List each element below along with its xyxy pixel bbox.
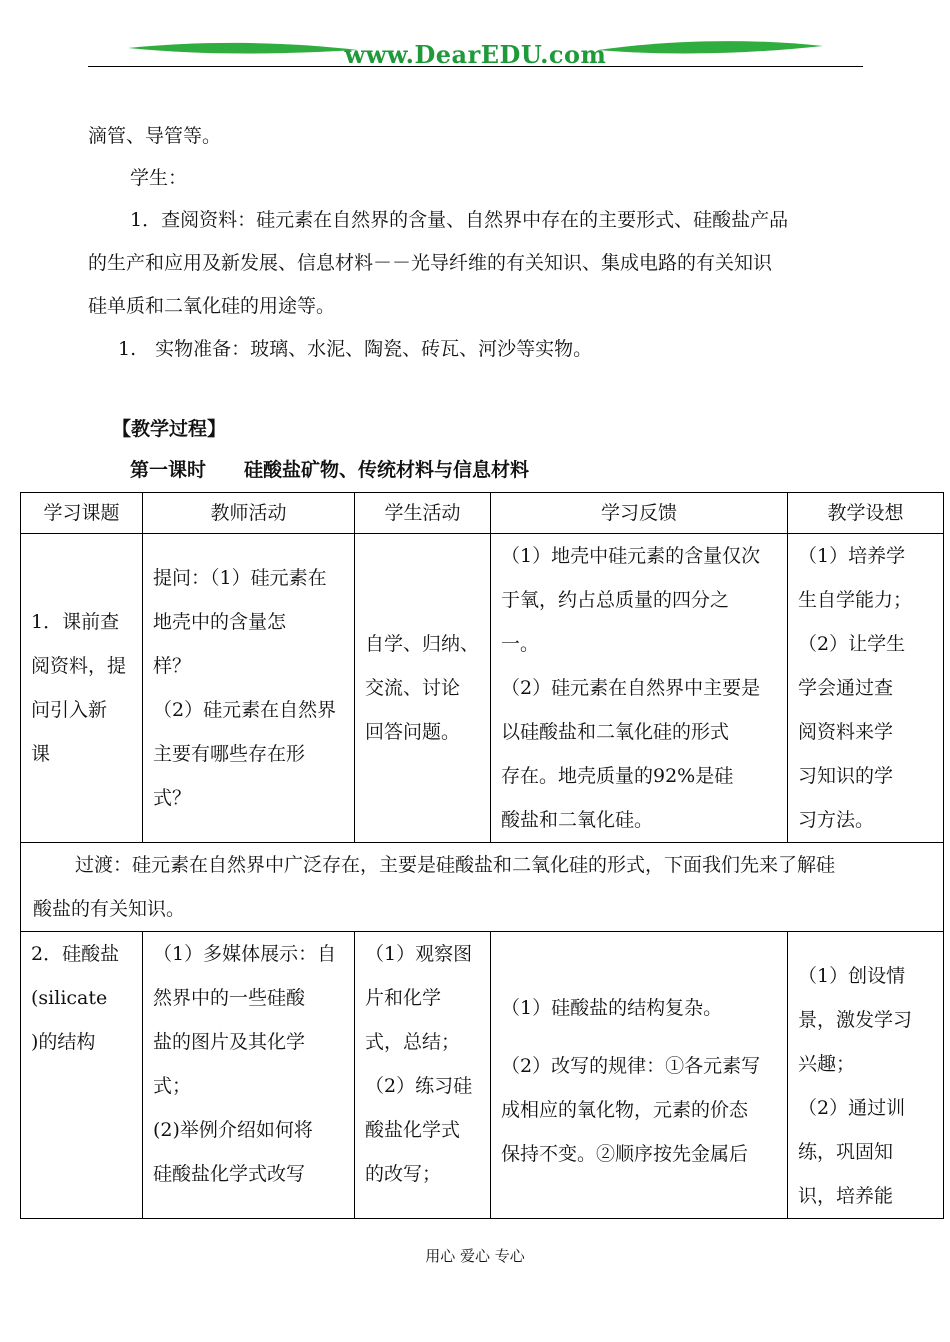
teacher-activity-cell: 提问：（1）硅元素在 地壳中的含量怎 样？ （2）硅元素在自然界 主要有哪些存在形 式？ bbox=[143, 534, 355, 843]
topic-cell: 2．硅酸盐 (silicate )的结构 bbox=[21, 932, 143, 1219]
paragraph-research-1: 1．查阅资料：硅元素在自然界的含量、自然界中存在的主要形式、硅酸盐产品 bbox=[130, 209, 789, 231]
header-cell: 教师活动 bbox=[143, 493, 355, 534]
feedback-cell: （1）硅酸盐的结构复杂。 （2）改写的规律：①各元素写 成相应的氧化物，元素的价态 保持不变。②顺序按先金属后 bbox=[491, 932, 788, 1219]
paragraph-tools: 滴管、导管等。 bbox=[88, 125, 222, 147]
student-activity-cell: 自学、归纳、 交流、讨论 回答问题。 bbox=[355, 534, 491, 843]
page-footer: 用心 爱心 专心 bbox=[425, 1247, 525, 1265]
transition-row bbox=[21, 843, 944, 932]
table-row bbox=[21, 534, 944, 843]
site-logo-text: www.DearEDU.com bbox=[344, 40, 607, 69]
site-header-logo bbox=[88, 30, 863, 70]
student-activity-cell: （1）观察图 片和化学 式，总结； （2）练习硅 酸盐化学式 的改写； bbox=[355, 932, 491, 1219]
header-cell: 教学设想 bbox=[788, 493, 944, 534]
design-cell: （1）培养学 生自学能力； （2）让学生 学会通过查 阅资料来学 习知识的学 习方法。 bbox=[788, 534, 944, 843]
topic-cell: 1．课前查 阅资料，提 问引入新 课 bbox=[21, 534, 143, 843]
paragraph-materials: 1. 实物准备：玻璃、水泥、陶瓷、砖瓦、河沙等实物。 bbox=[118, 338, 593, 360]
header-rule bbox=[88, 66, 863, 67]
design-cell: （1）创设情 景，激发学习 兴趣； （2）通过训 练，巩固知 识，培养能 bbox=[788, 932, 944, 1219]
paragraph-research-2: 的生产和应用及新发展、信息材料－－光导纤维的有关知识、集成电路的有关知识 bbox=[88, 252, 773, 274]
header-cell: 学生活动 bbox=[355, 493, 491, 534]
lesson-table bbox=[20, 492, 944, 1219]
lesson-title: 第一课时 硅酸盐矿物、传统材料与信息材料 bbox=[130, 459, 530, 481]
paragraph-research-3: 硅单质和二氧化硅的用途等。 bbox=[88, 295, 336, 317]
header-cell: 学习课题 bbox=[21, 493, 143, 534]
table-header-row bbox=[21, 493, 944, 534]
transition-cell: 过渡：硅元素在自然界中广泛存在，主要是硅酸盐和二氧化硅的形式，下面我们先来了解硅 酸盐的有关知识。 bbox=[21, 843, 944, 932]
header-cell: 学习反馈 bbox=[491, 493, 788, 534]
table-row bbox=[21, 932, 944, 1219]
paragraph-students-label: 学生： bbox=[130, 167, 188, 189]
feedback-cell: （1）地壳中硅元素的含量仅次 于氧，约占总质量的四分之 一。 （2）硅元素在自然界中主要是 以硅酸盐和二氧化硅的形式 存在。地壳质量的92%是硅 酸盐和二氧化硅。 bbox=[491, 534, 788, 843]
teacher-activity-cell: （1）多媒体展示：自 然界中的一些硅酸 盐的图片及其化学 式； (2)举例介绍如何将 硅酸盐化学式改写 bbox=[143, 932, 355, 1219]
section-title: 【教学过程】 bbox=[112, 418, 227, 440]
